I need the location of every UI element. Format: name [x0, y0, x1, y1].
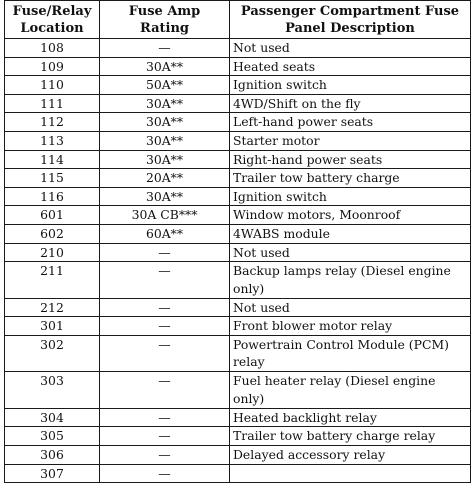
amp-cell: 30A**	[100, 57, 230, 76]
header-row	[5, 1, 471, 39]
header-amp-rating: Fuse Amp Rating	[100, 1, 230, 39]
location-cell: 303	[5, 372, 100, 409]
location-cell: 305	[5, 427, 100, 446]
amp-cell: —	[100, 335, 230, 372]
amp-cell: 50A**	[100, 76, 230, 95]
location-cell: 116	[5, 187, 100, 206]
location-cell: 601	[5, 206, 100, 225]
table-row	[5, 427, 471, 446]
amp-cell: 20A**	[100, 169, 230, 188]
location-cell: 114	[5, 150, 100, 169]
amp-cell: 30A**	[100, 113, 230, 132]
amp-cell: 30A**	[100, 94, 230, 113]
amp-cell: 30A**	[100, 187, 230, 206]
location-cell: 110	[5, 76, 100, 95]
table-row	[5, 169, 471, 188]
location-cell: 111	[5, 94, 100, 113]
description-cell: Not used	[230, 298, 471, 317]
header-location: Fuse/Relay Location	[5, 1, 100, 39]
location-cell: 307	[5, 464, 100, 483]
table-row	[5, 243, 471, 262]
table-row	[5, 206, 471, 225]
amp-cell: —	[100, 298, 230, 317]
table-row	[5, 446, 471, 465]
description-cell: Trailer tow battery charge relay	[230, 427, 471, 446]
table-row	[5, 57, 471, 76]
description-cell: Starter motor	[230, 131, 471, 150]
location-cell: 115	[5, 169, 100, 188]
amp-cell: —	[100, 39, 230, 58]
description-cell	[230, 464, 471, 483]
description-cell: Heated backlight relay	[230, 408, 471, 427]
table-row	[5, 94, 471, 113]
amp-cell: 30A**	[100, 131, 230, 150]
description-cell: Ignition switch	[230, 187, 471, 206]
table-row	[5, 262, 471, 299]
location-cell: 301	[5, 317, 100, 336]
description-cell: Not used	[230, 243, 471, 262]
description-cell: Trailer tow battery charge	[230, 169, 471, 188]
amp-cell: —	[100, 317, 230, 336]
table-row	[5, 464, 471, 483]
header-description: Passenger Compartment Fuse Panel Description	[230, 1, 471, 39]
location-cell: 112	[5, 113, 100, 132]
location-cell: 304	[5, 408, 100, 427]
table-row	[5, 298, 471, 317]
location-cell: 602	[5, 224, 100, 243]
amp-cell: —	[100, 372, 230, 409]
table-row	[5, 335, 471, 372]
description-cell: Left-hand power seats	[230, 113, 471, 132]
description-cell: Front blower motor relay	[230, 317, 471, 336]
location-cell: 108	[5, 39, 100, 58]
description-cell: Fuel heater relay (Diesel engine only)	[230, 372, 471, 409]
table-row	[5, 150, 471, 169]
table-row	[5, 113, 471, 132]
amp-cell: —	[100, 243, 230, 262]
description-cell: Heated seats	[230, 57, 471, 76]
fuse-panel-table	[4, 0, 471, 483]
amp-cell: —	[100, 262, 230, 299]
location-cell: 211	[5, 262, 100, 299]
table-row	[5, 76, 471, 95]
amp-cell: —	[100, 408, 230, 427]
amp-cell: —	[100, 427, 230, 446]
description-cell: Not used	[230, 39, 471, 58]
description-cell: Backup lamps relay (Diesel engine only)	[230, 262, 471, 299]
table-row	[5, 39, 471, 58]
amp-cell: —	[100, 446, 230, 465]
amp-cell: 30A CB***	[100, 206, 230, 225]
table-row	[5, 317, 471, 336]
table-row	[5, 187, 471, 206]
description-cell: 4WD/Shift on the fly	[230, 94, 471, 113]
table-row	[5, 131, 471, 150]
amp-cell: 60A**	[100, 224, 230, 243]
amp-cell: —	[100, 464, 230, 483]
description-cell: Right-hand power seats	[230, 150, 471, 169]
table-row	[5, 372, 471, 409]
location-cell: 113	[5, 131, 100, 150]
description-cell: Ignition switch	[230, 76, 471, 95]
location-cell: 210	[5, 243, 100, 262]
description-cell: Powertrain Control Module (PCM) relay	[230, 335, 471, 372]
description-cell: Delayed accessory relay	[230, 446, 471, 465]
location-cell: 109	[5, 57, 100, 76]
description-cell: 4WABS module	[230, 224, 471, 243]
table-row	[5, 408, 471, 427]
location-cell: 306	[5, 446, 100, 465]
amp-cell: 30A**	[100, 150, 230, 169]
location-cell: 212	[5, 298, 100, 317]
location-cell: 302	[5, 335, 100, 372]
description-cell: Window motors, Moonroof	[230, 206, 471, 225]
table-row	[5, 224, 471, 243]
